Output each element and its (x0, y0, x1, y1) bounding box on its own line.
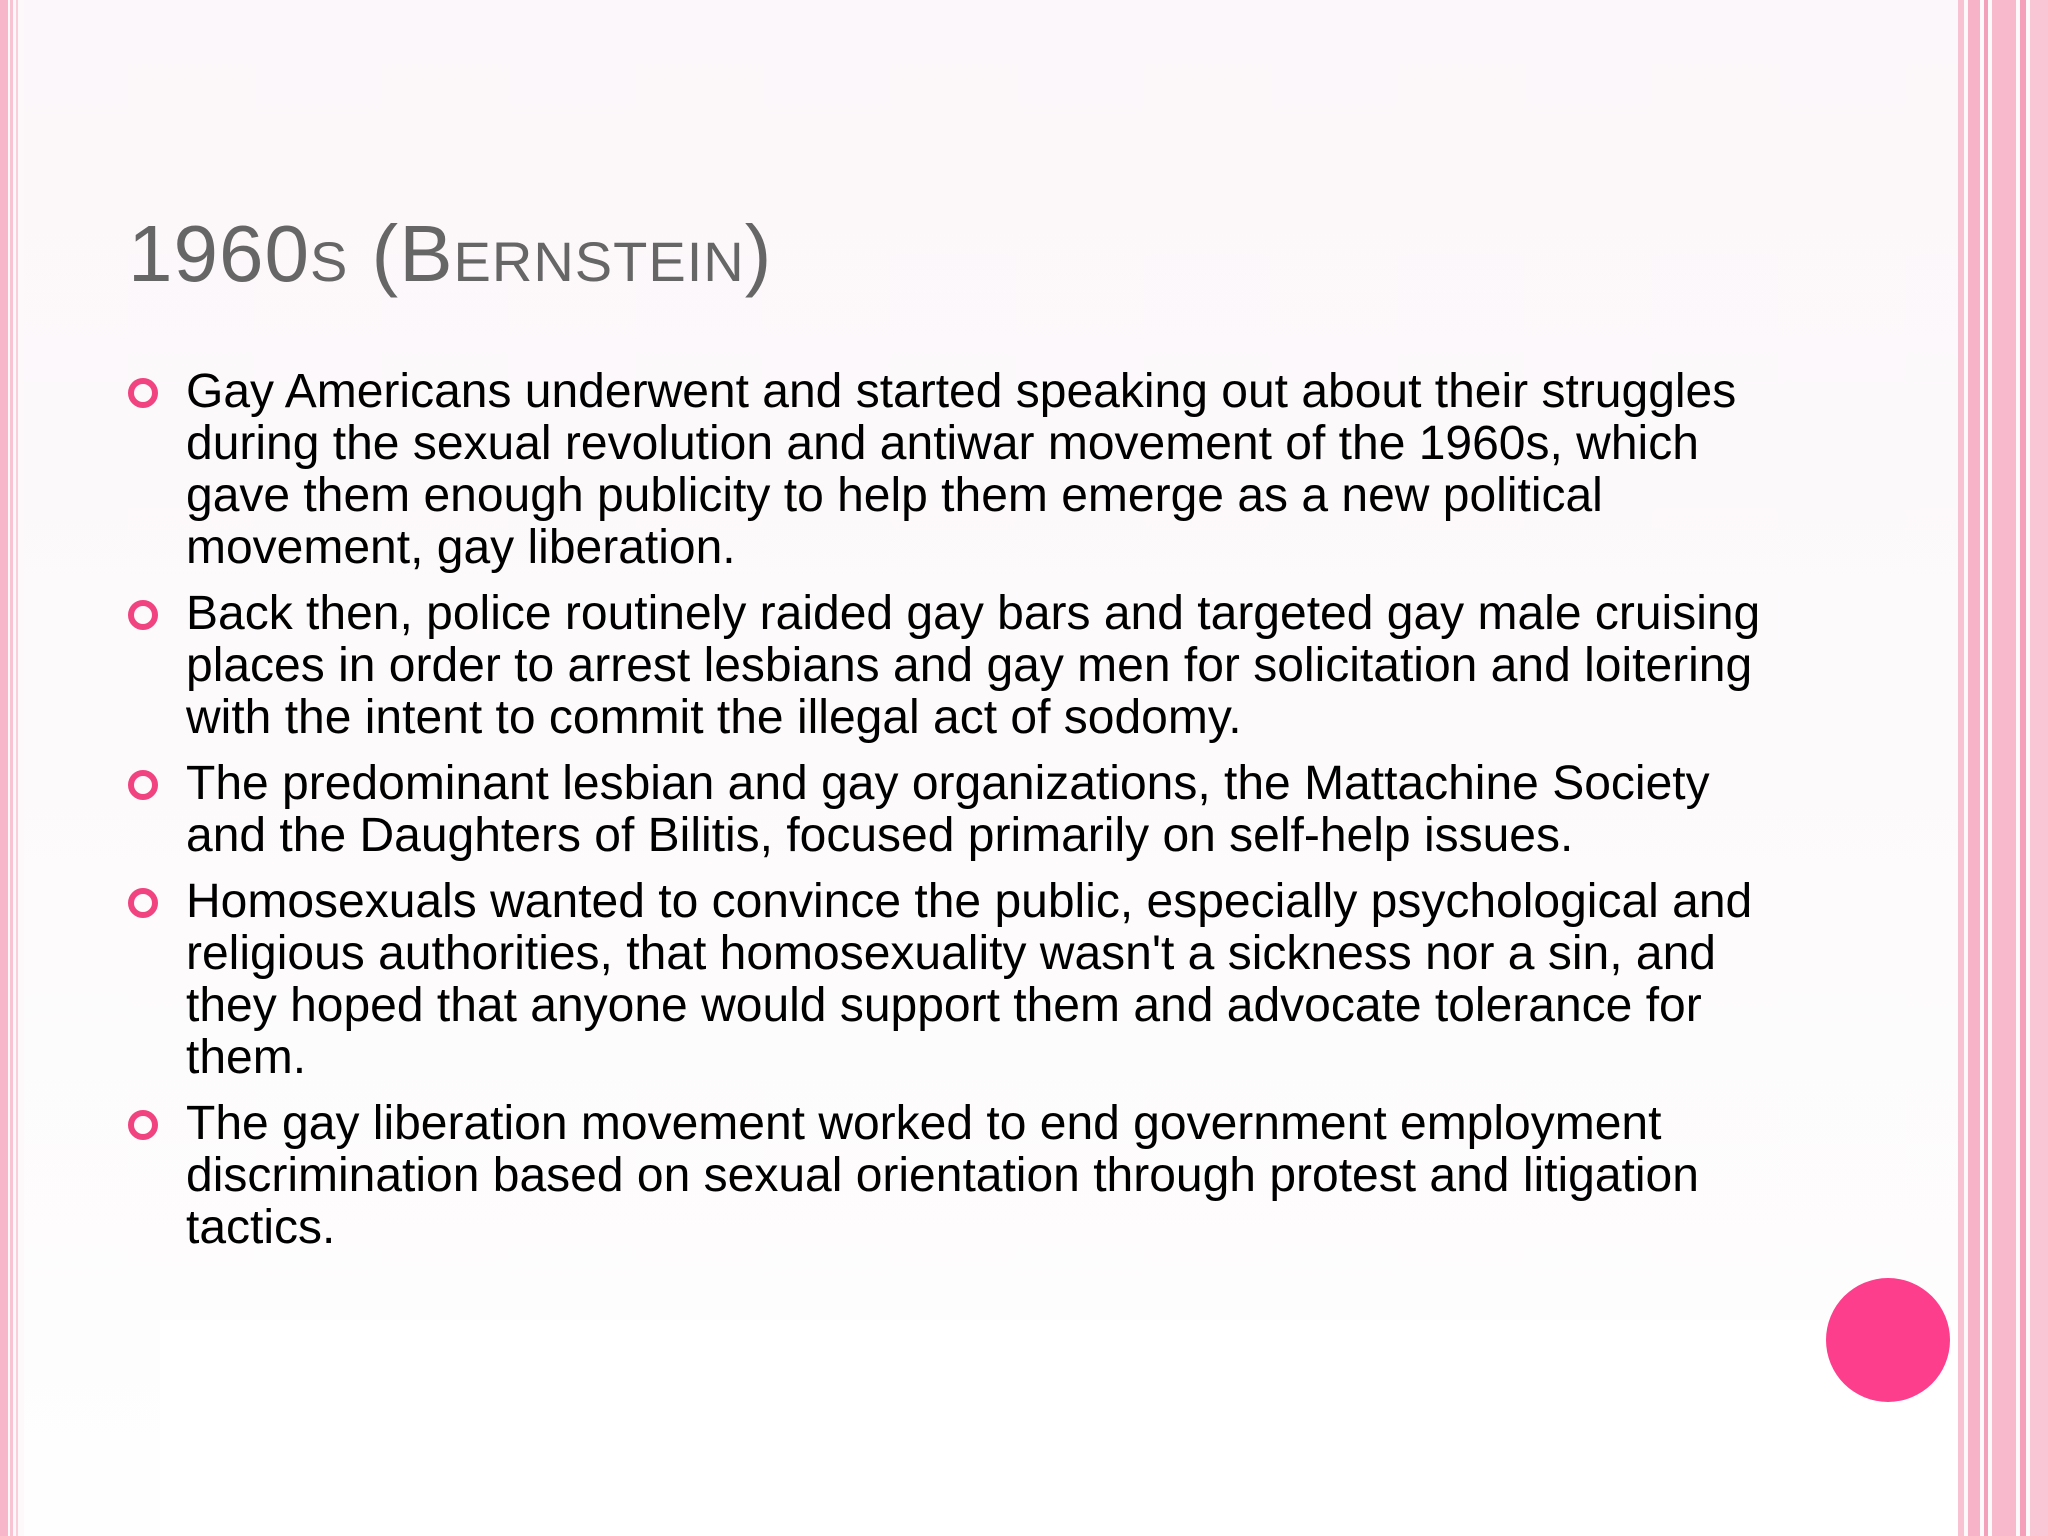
bullet-text: The predominant lesbian and gay organizations, the Mattachine Society and the Daughters of Bilitis, focused primarily on self-help issues. (186, 757, 1710, 862)
bullet-item (128, 758, 1768, 862)
bullet-text: Gay Americans underwent and started speaking out about their struggles during the sexual revolution and antiwar movement of the 1960s, which gave them enough publicity to help them emerge as a new political movement, gay liberation. (186, 365, 1737, 574)
bullet-text: The gay liberation movement worked to end government employment discrimination based on sexual orientation through protest and litigation tactics. (186, 1097, 1699, 1254)
left-border-stripe (10, 0, 13, 1536)
circle-bullet-icon (128, 378, 158, 408)
circle-bullet-icon (128, 600, 158, 630)
bullet-item (128, 876, 1768, 1084)
right-border-stripe (1992, 0, 2016, 1536)
bullet-item (128, 366, 1768, 574)
bullet-item (128, 1098, 1768, 1254)
slide-title: 1960s (Bernstein) (128, 209, 773, 298)
bullet-item (128, 588, 1768, 744)
right-border-stripe (2030, 0, 2048, 1536)
bullet-list (128, 366, 1768, 1268)
left-border-stripe (16, 0, 18, 1536)
right-border-stripe (1984, 0, 1988, 1536)
bullet-text: Homosexuals wanted to convince the public, especially psychological and religious authorities, that homosexuality wasn't a sickness nor a sin, and they hoped that anyone would support them and advocate tolerance for them. (186, 875, 1753, 1084)
right-border-stripe (2020, 0, 2026, 1536)
circle-bullet-icon (128, 888, 158, 918)
circle-bullet-icon (128, 770, 158, 800)
circle-bullet-icon (128, 1110, 158, 1140)
bullet-text: Back then, police routinely raided gay bars and targeted gay male cruising places in order to arrest lesbians and gay men for solicitation and loitering with the intent to commit the illegal act of sodomy. (186, 587, 1761, 744)
decorative-circle (1826, 1278, 1950, 1402)
left-border-stripe (0, 0, 8, 1536)
slide-lower-panel (160, 1320, 1960, 1536)
right-border-stripe (1968, 0, 1980, 1536)
right-border-stripe (1958, 0, 1964, 1536)
